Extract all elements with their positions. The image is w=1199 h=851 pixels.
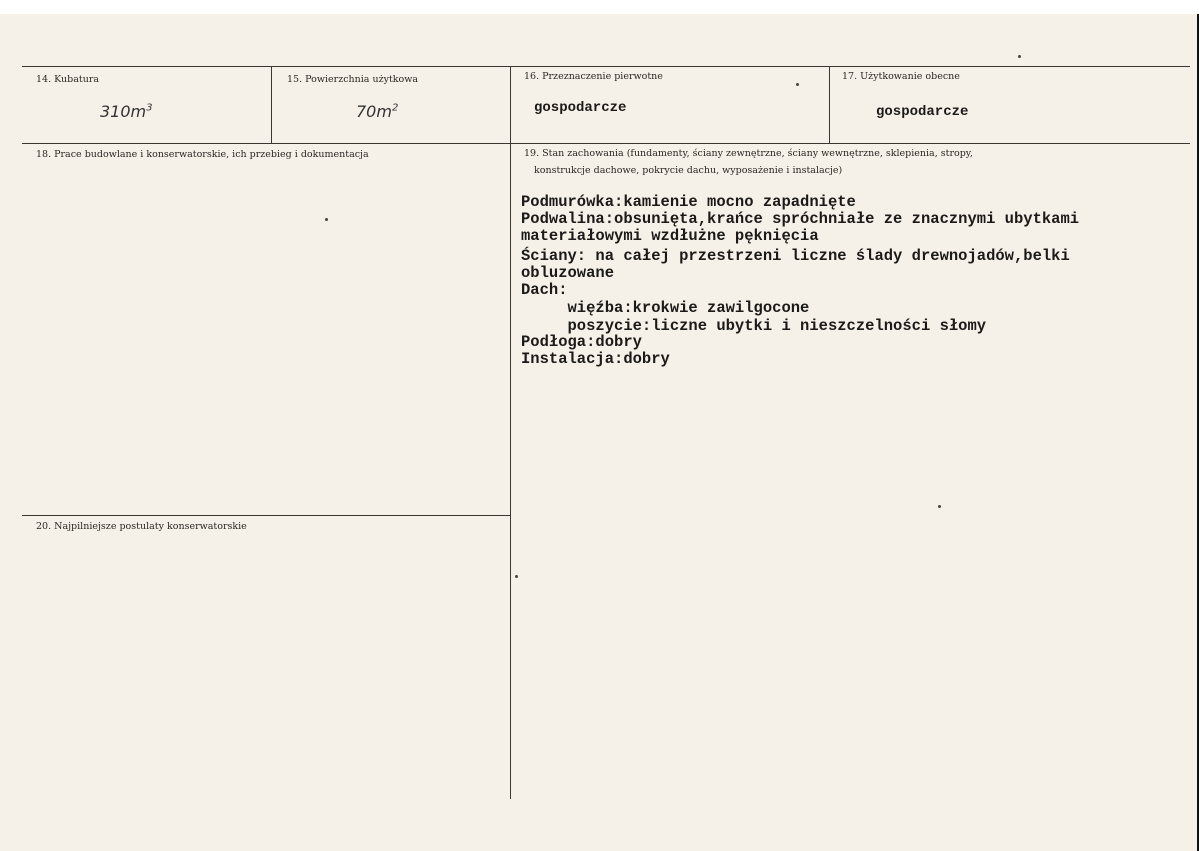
column-divider-15-16 <box>510 66 511 143</box>
field-20-label: 20. Najpilniejsze postulaty konserwatorskie <box>36 521 247 532</box>
field-16-value: gospodarcze <box>534 100 627 116</box>
field-19-line-6: Dach: <box>521 281 568 299</box>
field-15-label: 15. Powierzchnia użytkowa <box>287 74 419 85</box>
field-19-line-9: Podłoga:dobry <box>521 333 642 351</box>
scan-speck <box>325 218 328 221</box>
column-divider-main <box>510 143 511 799</box>
scan-speck <box>1018 55 1021 58</box>
field-19-line-5: obluzowane <box>521 264 615 282</box>
scan-speck <box>796 83 799 86</box>
field-19-line-8: poszycie:liczne ubytki i nieszczelności słomy <box>521 317 987 335</box>
section-divider-left <box>22 515 510 516</box>
field-19-line-1: Podmurówka:kamienie mocno zapadnięte <box>521 193 856 211</box>
top-rule <box>22 66 1190 67</box>
field-19-label-line1: 19. Stan zachowania (fundamenty, ściany zewnętrzne, ściany wewnętrzne, sklepienia, stropy, <box>524 148 973 159</box>
scan-speck <box>515 575 518 578</box>
field-14-value: $310m^3$ <box>100 102 153 121</box>
field-19-line-7: więźba:krokwie zawilgocone <box>521 299 810 317</box>
field-19-line-3: materiałowymi wzdłużne pęknięcia <box>521 227 819 245</box>
field-15-value: $70m^2$ <box>356 102 399 121</box>
field-14-label: 14. Kubatura <box>36 74 100 85</box>
field-19-line-2: Podwalina:obsunięta,krańce spróchniałe ze znacznymi ubytkami <box>521 210 1080 228</box>
scan-speck <box>938 505 941 508</box>
field-19-line-4: Ściany: na całej przestrzeni liczne ślady drewnojadów,belki <box>521 247 1070 265</box>
field-16-label: 16. Przeznaczenie pierwotne <box>524 71 663 82</box>
field-19-label-line2: konstrukcje dachowe, pokrycie dachu, wyposażenie i instalacje) <box>534 165 843 176</box>
field-18-label: 18. Prace budowlane i konserwatorskie, ich przebieg i dokumentacja <box>36 149 369 160</box>
form-sheet <box>0 14 1199 851</box>
column-divider-16-17 <box>829 66 830 143</box>
field-19-line-10: Instalacja:dobry <box>521 350 670 368</box>
column-divider-14-15 <box>271 66 272 143</box>
row-divider <box>22 143 1190 144</box>
field-17-value: gospodarcze <box>876 104 969 120</box>
field-17-label: 17. Użytkowanie obecne <box>842 71 960 82</box>
